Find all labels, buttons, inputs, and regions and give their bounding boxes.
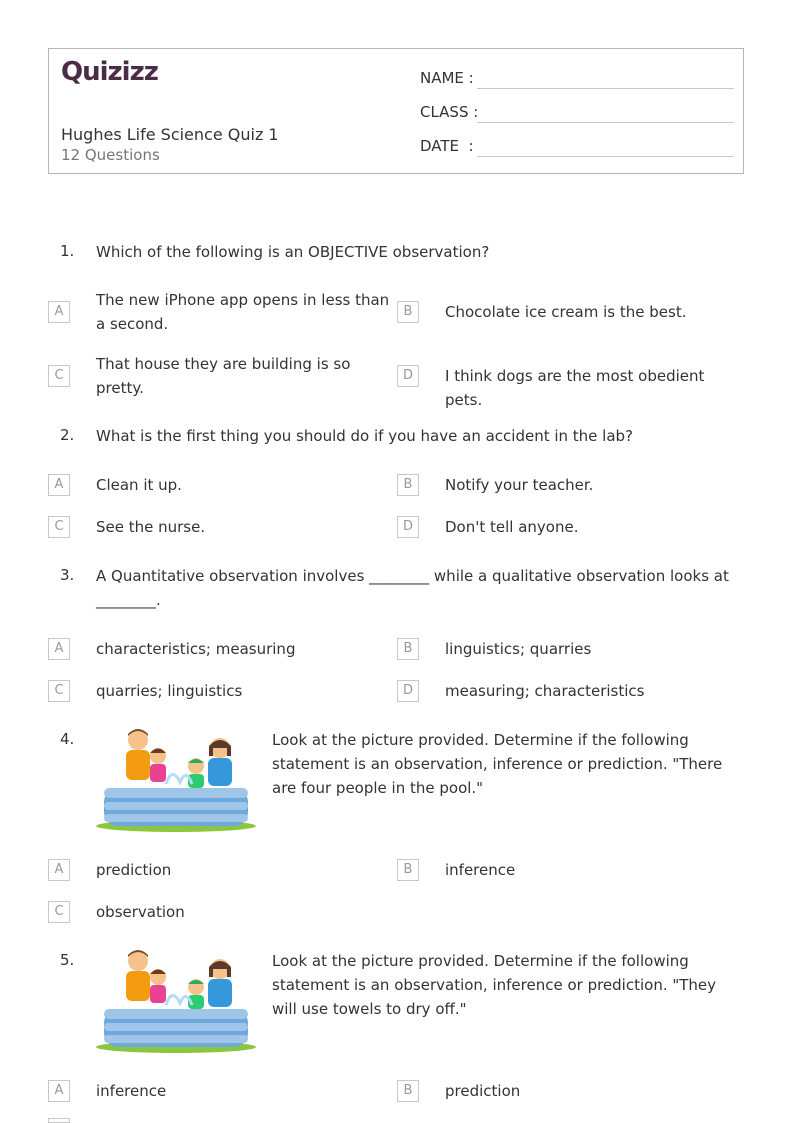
q4-option-a-letter[interactable]: A <box>48 859 70 881</box>
q3-option-a-letter[interactable]: A <box>48 638 70 660</box>
q2-option-d-letter[interactable]: D <box>397 516 419 538</box>
q2-option-b-letter[interactable]: B <box>397 474 419 496</box>
q1-option-b-text: Chocolate ice cream is the best. <box>445 303 687 321</box>
q3-option-a-text: characteristics; measuring <box>96 640 296 658</box>
q3-option-b-letter[interactable]: B <box>397 638 419 660</box>
q1-option-b-letter[interactable]: B <box>397 301 419 323</box>
q5-option-b-text: prediction <box>445 1082 521 1100</box>
q1-option-c-text: That house they are building is so pretty. <box>96 355 351 397</box>
question-2-number: 2. <box>60 426 75 444</box>
date-line[interactable] <box>477 156 734 157</box>
q1-option-d-letter[interactable]: D <box>397 365 419 387</box>
q4-option-a-text: prediction <box>96 861 172 879</box>
question-4-number: 4. <box>60 730 75 748</box>
question-count: 12 Questions <box>61 146 160 164</box>
name-label: NAME : <box>420 69 474 87</box>
question-1-text: Which of the following is an OBJECTIVE observation? <box>96 243 490 261</box>
class-line[interactable] <box>477 122 734 123</box>
date-label: DATE : <box>420 137 474 155</box>
quiz-title: Hughes Life Science Quiz 1 <box>61 125 279 144</box>
q4-option-b-letter[interactable]: B <box>397 859 419 881</box>
q3-option-c-letter[interactable]: C <box>48 680 70 702</box>
name-line[interactable] <box>477 88 734 89</box>
q3-option-c-text: quarries; linguistics <box>96 682 243 700</box>
q3-option-d-letter[interactable]: D <box>397 680 419 702</box>
q2-option-a-letter[interactable]: A <box>48 474 70 496</box>
q5-option-b-letter[interactable]: B <box>397 1080 419 1102</box>
q1-option-a-letter[interactable]: A <box>48 301 70 323</box>
question-3-text: A Quantitative observation involves ________ while a qualitative observation looks at ________. <box>96 567 729 609</box>
question-5-number: 5. <box>60 951 75 969</box>
question-2-text: What is the first thing you should do if you have an accident in the lab? <box>96 427 634 445</box>
q2-option-c-letter[interactable]: C <box>48 516 70 538</box>
q3-option-d-text: measuring; characteristics <box>445 682 645 700</box>
name-field[interactable] <box>420 67 734 91</box>
worksheet-header <box>48 48 744 174</box>
q4-option-b-text: inference <box>445 861 516 879</box>
question-4-text: Look at the picture provided. Determine if the following statement is an observation, inference or prediction. "There are four people in the pool." <box>272 731 723 797</box>
q5-option-a-text: inference <box>96 1082 167 1100</box>
q1-option-a-text: The new iPhone app opens in less than a second. <box>96 291 390 333</box>
pool-picture <box>96 726 256 834</box>
question-1-number: 1. <box>60 242 75 260</box>
pool-picture <box>96 947 256 1055</box>
q1-option-c-letter[interactable]: C <box>48 365 70 387</box>
q2-option-c-text: See the nurse. <box>96 518 206 536</box>
q4-option-c-letter[interactable]: C <box>48 901 70 923</box>
question-3-number: 3. <box>60 566 75 584</box>
q2-option-b-text: Notify your teacher. <box>445 476 594 494</box>
class-field[interactable] <box>420 101 734 125</box>
q2-option-d-text: Don't tell anyone. <box>445 518 579 536</box>
q4-option-c-text: observation <box>96 903 185 921</box>
q5-option-c-letter-partial[interactable] <box>48 1118 70 1123</box>
date-field[interactable] <box>420 135 734 159</box>
q1-option-d-text: I think dogs are the most obedient pets. <box>445 367 705 409</box>
q3-option-b-text: linguistics; quarries <box>445 640 592 658</box>
quizizz-logo: Quizizz <box>61 57 158 87</box>
question-5-text: Look at the picture provided. Determine if the following statement is an observation, inference or prediction. "They will use towels to dry off." <box>272 952 717 1018</box>
q2-option-a-text: Clean it up. <box>96 476 182 494</box>
class-label: CLASS : <box>420 103 479 121</box>
q5-option-a-letter[interactable]: A <box>48 1080 70 1102</box>
